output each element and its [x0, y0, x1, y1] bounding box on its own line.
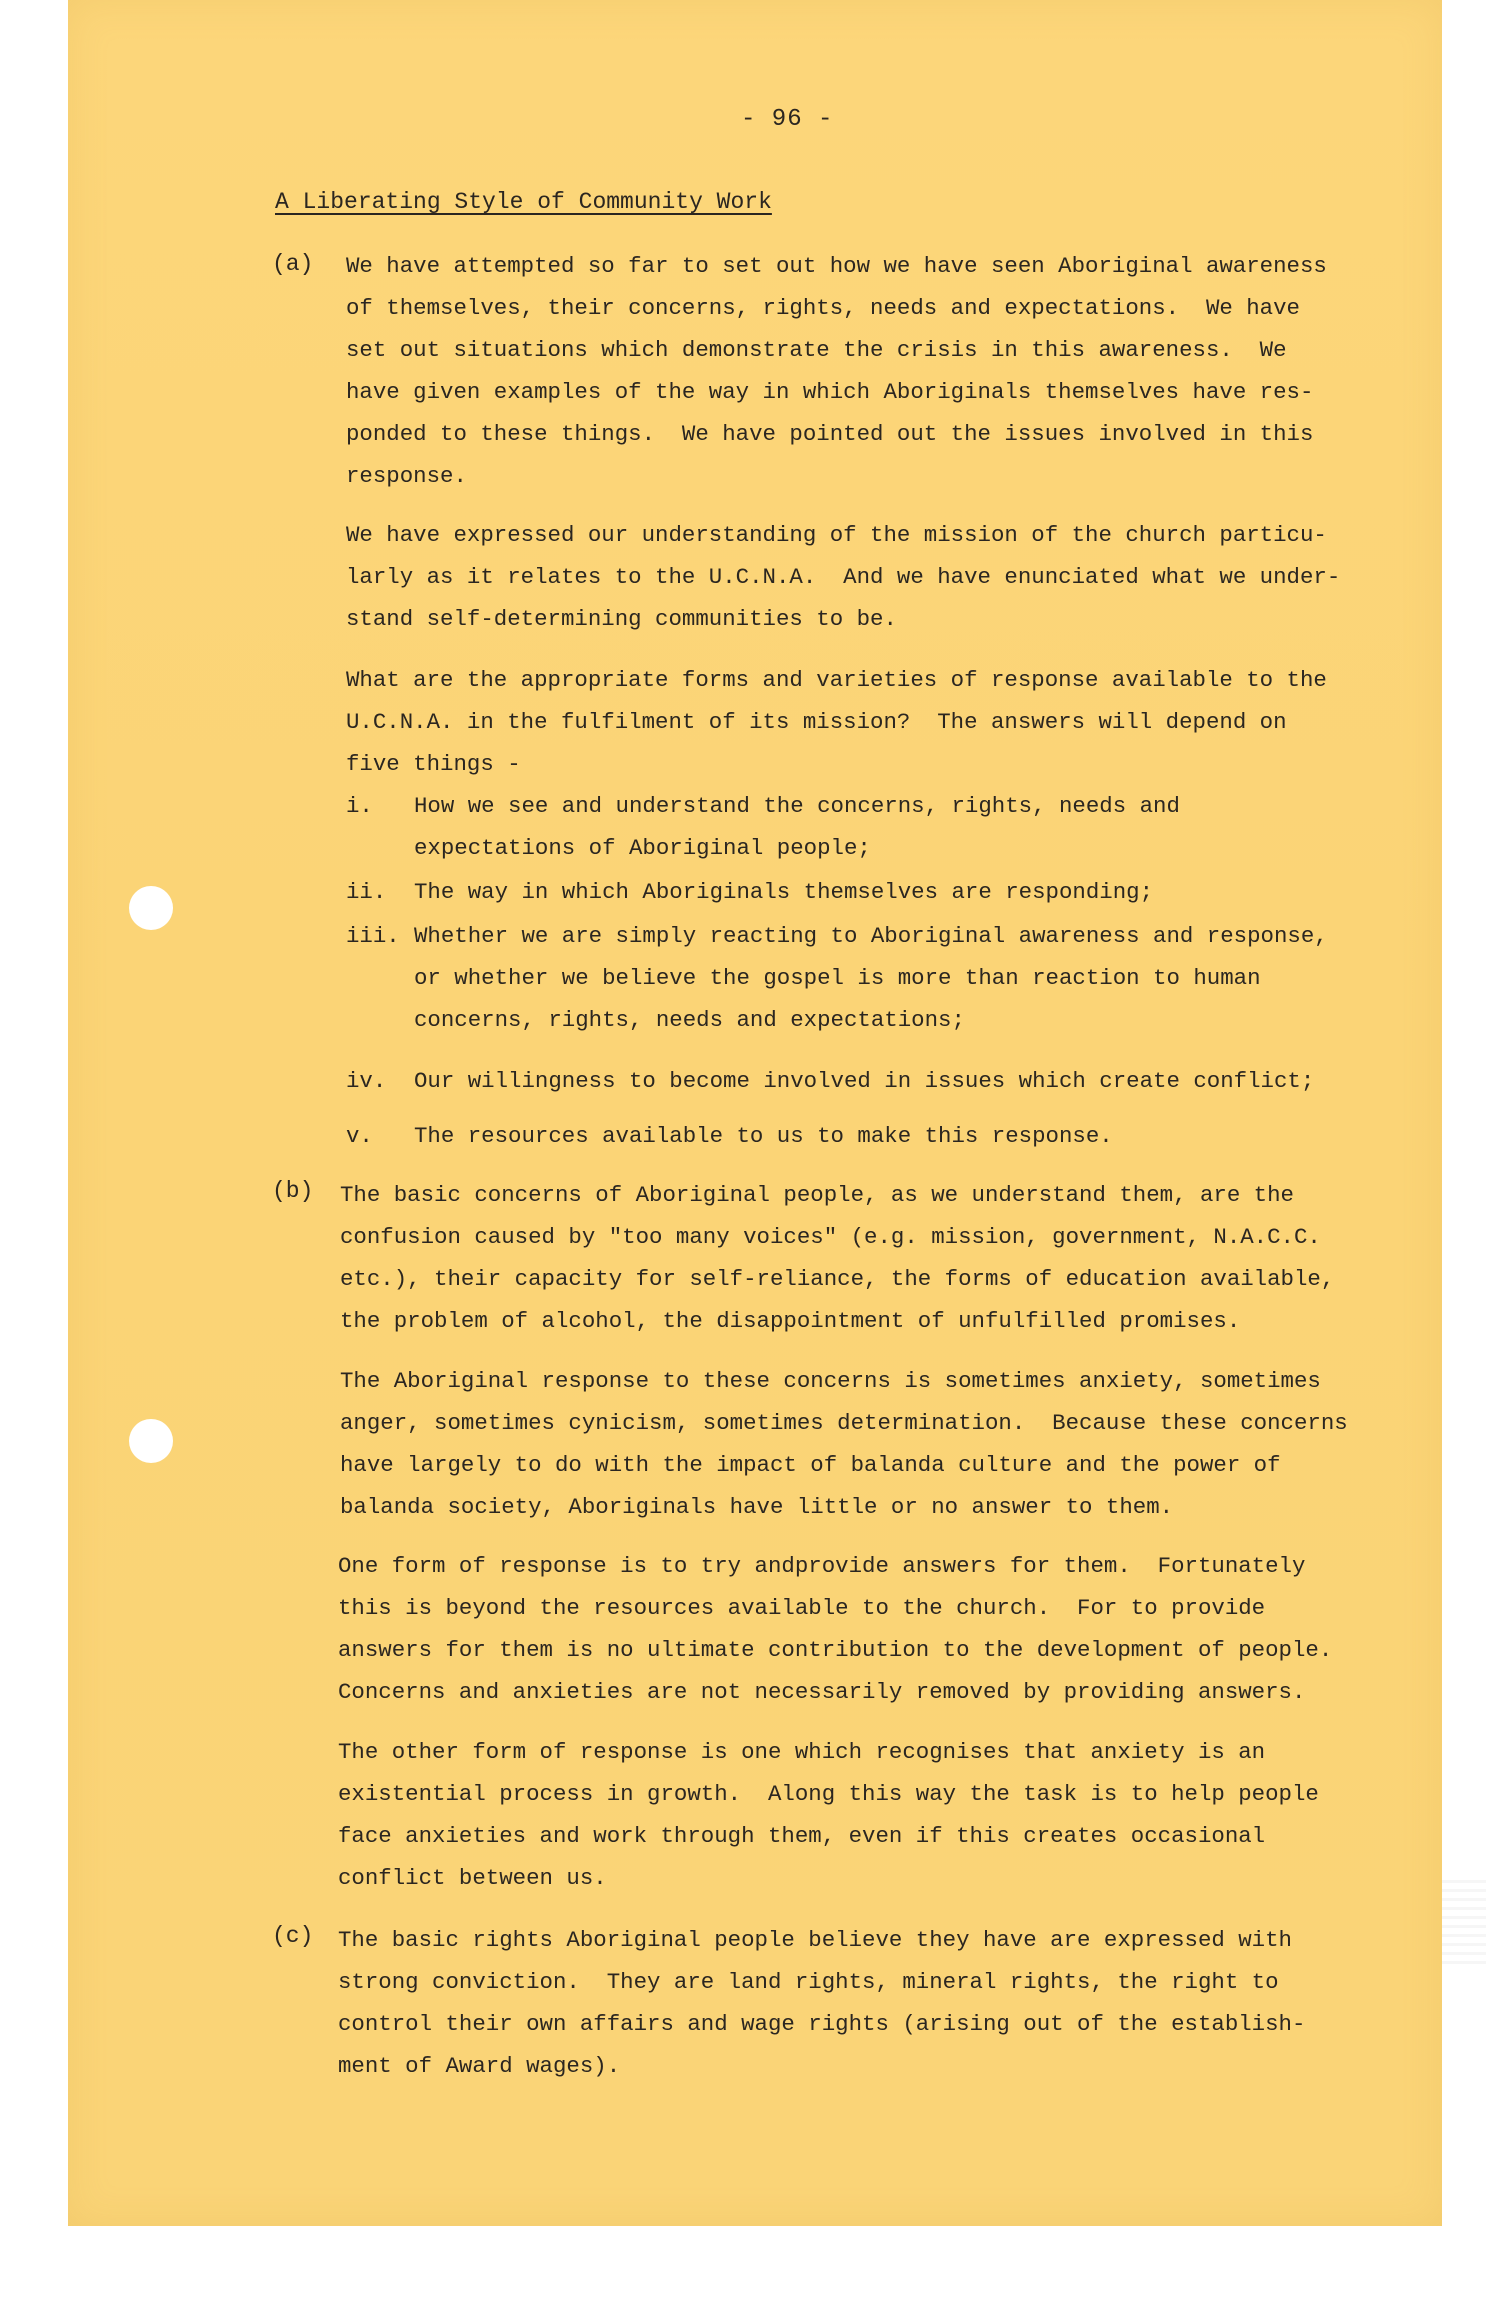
list-item-3-number: iii. — [346, 923, 400, 949]
section-c-paragraph-1: The basic rights Aboriginal people believe they have are expressed with strong conviction. They are land rights, mineral rights, the right to control their own affairs and wage rights (arising out of the establish- ment of Award wages). — [338, 1927, 1306, 2079]
list-item-2-number: ii. — [346, 879, 387, 905]
section-a-paragraph-1: We have attempted so far to set out how we have seen Aboriginal awareness of themselves, their concerns, rights, needs and expectations. We have set out situations which demonstrate the crisis in this awareness. We have given examples of the way in which Aboriginals themselves have res- ponded to these things. We have pointed out the issues involved in this response. — [346, 253, 1327, 489]
list-item-1-number: i. — [346, 793, 373, 819]
punch-hole-upper — [129, 886, 173, 930]
section-b-paragraph-2: The Aboriginal response to these concerns is sometimes anxiety, sometimes anger, sometimes cynicism, sometimes determination. Because these concerns have largely to do with the impact of balanda culture and the power of balanda society, Aboriginals have little or no answer to them. — [340, 1368, 1348, 1520]
section-c-label: (c) — [272, 1923, 314, 1949]
page-edge-artifact — [1442, 1880, 1486, 1970]
page-number: - 96 - — [741, 106, 834, 133]
section-a-paragraph-3: What are the appropriate forms and varieties of response available to the U.C.N.A. in the fulfilment of its mission? The answers will depend on five things - — [346, 667, 1327, 777]
section-b-paragraph-4: The other form of response is one which recognises that anxiety is an existential process in growth. Along this way the task is to help people face anxieties and work through them, even if this creates occasional conflict between us. — [338, 1739, 1319, 1891]
section-a-label: (a) — [272, 251, 314, 277]
list-item-2-text: The way in which Aboriginals themselves are responding; — [414, 879, 1154, 905]
section-b-paragraph-1: The basic concerns of Aboriginal people, as we understand them, are the confusion caused by "too many voices" (e.g. mission, government, N.A.C.C. etc.), their capacity for self-reliance, the forms of education available, the problem of alcohol, the disappointment of unfulfilled promises. — [340, 1182, 1335, 1334]
section-b-paragraph-3: One form of response is to try andprovide answers for them. Fortunately this is beyond the resources available to the church. For to provide answers for them is no ultimate contribution to the development of people. Concerns and anxieties are not necessarily removed by providing answers. — [338, 1553, 1333, 1705]
section-a-paragraph-2: We have expressed our understanding of the mission of the church particu- larly as it relates to the U.C.N.A. And we have enunciated what we under- stand self-determining communities to be. — [346, 522, 1341, 632]
list-item-4-number: iv. — [346, 1068, 387, 1094]
list-item-5-number: v. — [346, 1123, 373, 1149]
list-item-4-text: Our willingness to become involved in issues which create conflict; — [414, 1068, 1315, 1094]
punch-hole-lower — [129, 1419, 173, 1463]
section-b-label: (b) — [272, 1178, 314, 1204]
list-item-5-text: The resources available to us to make this response. — [414, 1123, 1113, 1149]
section-heading: A Liberating Style of Community Work — [275, 189, 772, 215]
list-item-3-text: Whether we are simply reacting to Aboriginal awareness and response, or whether we believe the gospel is more than reaction to human concerns, rights, needs and expectations; — [414, 923, 1328, 1033]
list-item-1-text: How we see and understand the concerns, rights, needs and expectations of Aboriginal people; — [414, 793, 1180, 861]
